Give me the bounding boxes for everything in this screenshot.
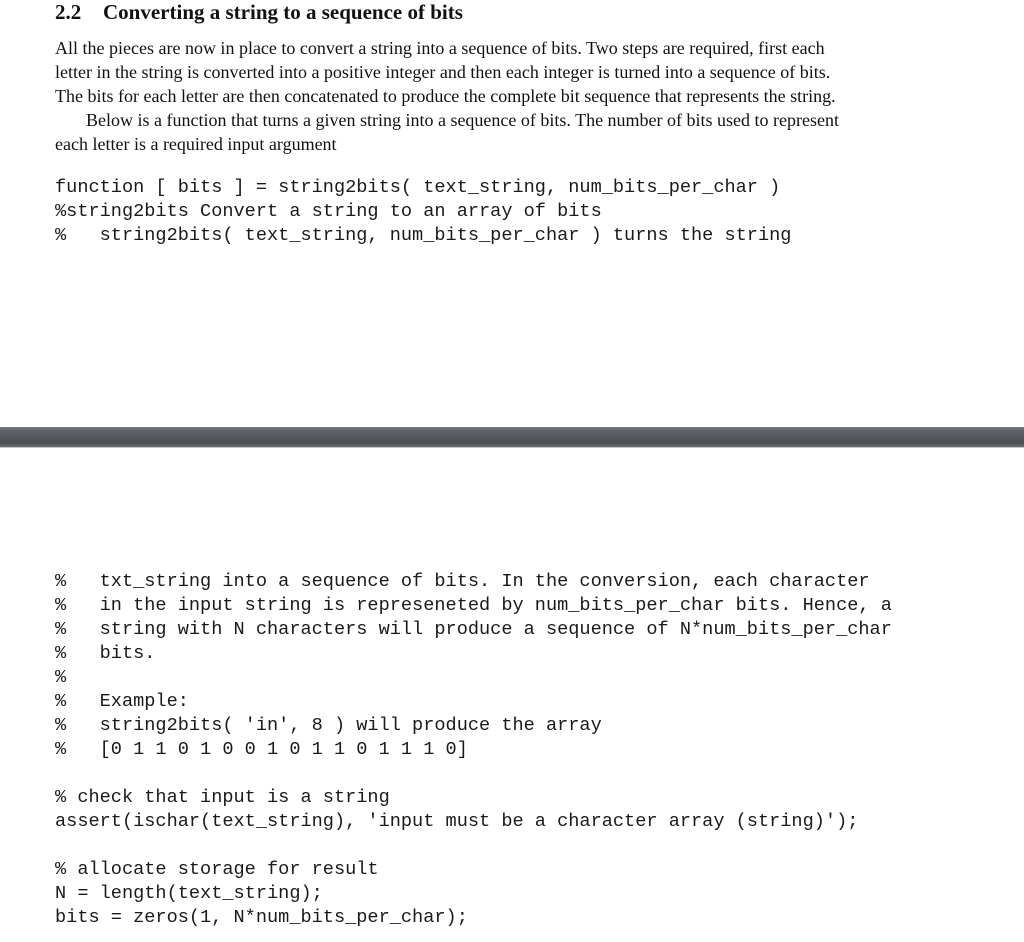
code-line: % string2bits( text_string, num_bits_per_char ) turns the string	[55, 225, 792, 246]
code-line: % allocate storage for result	[55, 859, 379, 880]
paragraph-line: letter in the string is converted into a positive integer and then each integer is turned into a sequence of bits.	[55, 62, 831, 82]
code-line: bits = zeros(1, N*num_bits_per_char);	[55, 907, 468, 928]
code-line: % string2bits( 'in', 8 ) will produce the array	[55, 715, 602, 736]
code-line: function [ bits ] = string2bits( text_string, num_bits_per_char )	[55, 177, 781, 198]
code-line: assert(ischar(text_string), 'input must be a character array (string)');	[55, 811, 859, 832]
section-heading	[55, 0, 463, 24]
page-divider	[0, 427, 1024, 447]
code-block-top	[55, 176, 791, 248]
code-line: % Example:	[55, 691, 189, 712]
code-line	[55, 762, 892, 786]
code-block-bottom	[55, 570, 892, 930]
paragraph-line: The bits for each letter are then concatenated to produce the complete bit sequence that represents the string.	[55, 86, 836, 106]
code-line: % check that input is a string	[55, 787, 390, 808]
code-line: % [0 1 1 0 1 0 0 1 0 1 1 0 1 1 1 0]	[55, 739, 468, 760]
paragraph-line: All the pieces are now in place to convert a string into a sequence of bits. Two steps are required, first each	[55, 38, 825, 58]
code-line: %	[55, 667, 67, 688]
section-number: 2.2	[55, 0, 82, 24]
paragraph-intro	[55, 36, 935, 108]
code-line: N = length(text_string);	[55, 883, 323, 904]
code-line: %string2bits Convert a string to an array of bits	[55, 201, 602, 222]
paragraph-function-description	[55, 108, 935, 156]
section-title: Converting a string to a sequence of bits	[103, 0, 463, 24]
code-line	[55, 834, 892, 858]
code-line: % string with N characters will produce a sequence of N*num_bits_per_char	[55, 619, 892, 640]
code-line: % in the input string is represeneted by num_bits_per_char bits. Hence, a	[55, 595, 892, 616]
code-line: % txt_string into a sequence of bits. In the conversion, each character	[55, 571, 870, 592]
code-line: % bits.	[55, 643, 156, 664]
paragraph-line: each letter is a required input argument	[55, 134, 337, 154]
paragraph-line: Below is a function that turns a given string into a sequence of bits. The number of bits used to represent	[86, 110, 840, 130]
